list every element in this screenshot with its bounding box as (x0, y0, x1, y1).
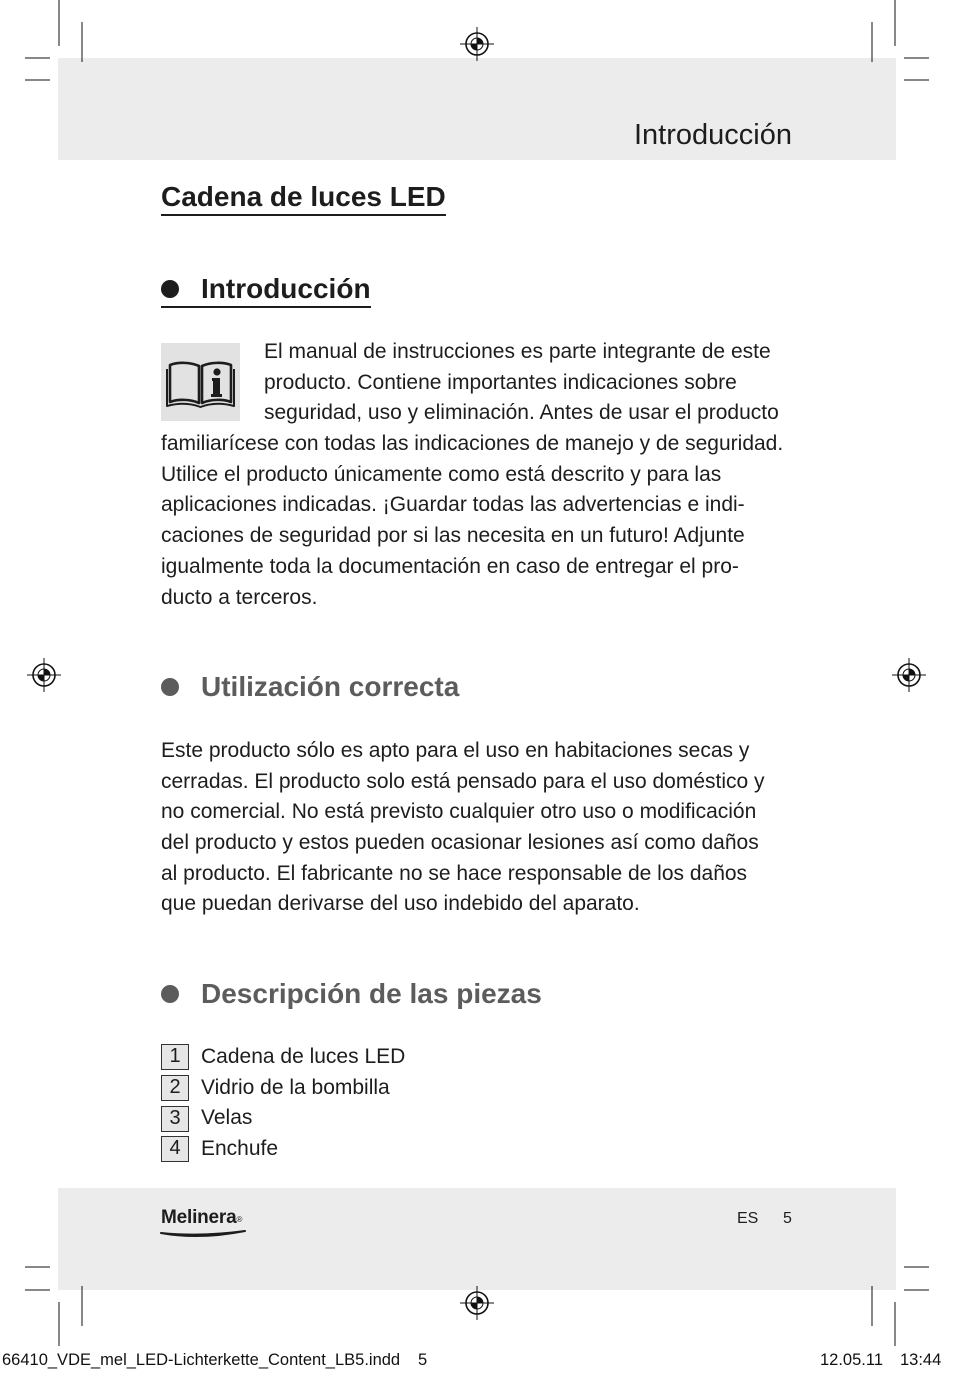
paragraph-line: igualmente toda la documentación en caso de entregar el pro- (161, 554, 739, 578)
paragraph-line: caciones de seguridad por si las necesita en un futuro! Adjunte (161, 524, 745, 548)
paragraph-line: ducto a terceros. (161, 585, 318, 609)
part-label: Enchufe (201, 1137, 279, 1161)
section-heading-intro (161, 272, 371, 308)
paragraph-line: Este producto sólo es apto para el uso en habitaciones secas y (161, 739, 750, 762)
part-label: Cadena de luces LED (201, 1045, 406, 1068)
document-title: Cadena de luces LED (161, 180, 446, 216)
list-item (161, 1042, 405, 1073)
part-label: Velas (201, 1106, 253, 1130)
section-heading-text: Introducción (201, 273, 371, 304)
paragraph-line: al producto. El fabricante no se hace responsable de los daños (161, 861, 748, 885)
section-heading-text: Descripción de las piezas (201, 978, 542, 1009)
brand-text: Melinera (161, 1207, 237, 1228)
list-item (161, 1073, 405, 1104)
registration-mark-icon (460, 27, 494, 61)
registration-mark-icon (892, 658, 926, 692)
registered-mark: ® (236, 1215, 243, 1224)
section-heading-text: Utilización correcta (201, 671, 460, 702)
paragraph-line: Utilice el producto únicamente como está descrito y para las (161, 462, 722, 486)
paragraph-line: producto. Contiene importantes indicaciones sobre (264, 370, 737, 394)
list-item (161, 1134, 405, 1165)
page-number: 5 (783, 1210, 792, 1227)
paragraph-line: familiarícese con todas las indicaciones de manejo y de seguridad. (161, 432, 784, 456)
paragraph-line: del producto y estos pueden ocasionar lesiones así como daños (161, 831, 759, 855)
paragraph-line: que puedan derivarse del uso indebido del aparato. (161, 892, 640, 916)
registration-mark-icon (460, 1286, 494, 1320)
section-heading-usage (161, 670, 459, 704)
slug-date: 12.05.11 (820, 1351, 884, 1369)
paragraph-line: El manual de instrucciones es parte integrante de este (264, 340, 771, 363)
section-heading-parts (161, 977, 542, 1011)
logo-swoosh-icon (159, 1228, 249, 1240)
part-number-box: 4 (161, 1136, 189, 1162)
list-item (161, 1103, 405, 1134)
bullet-icon (161, 280, 179, 298)
paragraph-line: no comercial. No está previsto cualquier otro uso o modificación (161, 800, 757, 824)
paragraph-line: aplicaciones indicadas. ¡Guardar todas las advertencias e indi- (161, 493, 745, 517)
registration-mark-icon (27, 658, 61, 692)
part-number-box: 3 (161, 1106, 189, 1132)
part-label: Vidrio de la bombilla (201, 1075, 390, 1099)
usage-paragraph (161, 736, 765, 920)
parts-list (161, 1042, 405, 1165)
slug-time: 13:44 (900, 1351, 942, 1369)
paragraph-line: cerradas. El producto solo está pensado para el uso doméstico y (161, 769, 765, 793)
bullet-icon (161, 985, 179, 1003)
bullet-icon (161, 678, 179, 696)
intro-paragraph (161, 337, 783, 613)
brand-name (161, 1206, 242, 1230)
paragraph-line: seguridad, uso y eliminación. Antes de usar el producto (264, 401, 779, 425)
language-code: ES (737, 1210, 759, 1227)
slug-filename: 66410_VDE_mel_LED-Lichterkette_Content_LB5.indd (2, 1351, 401, 1369)
brand-logo (161, 1206, 256, 1240)
page-title: Introducción (634, 119, 792, 151)
slug-page: 5 (418, 1351, 428, 1369)
part-number-box: 1 (161, 1044, 189, 1070)
part-number-box: 2 (161, 1075, 189, 1101)
